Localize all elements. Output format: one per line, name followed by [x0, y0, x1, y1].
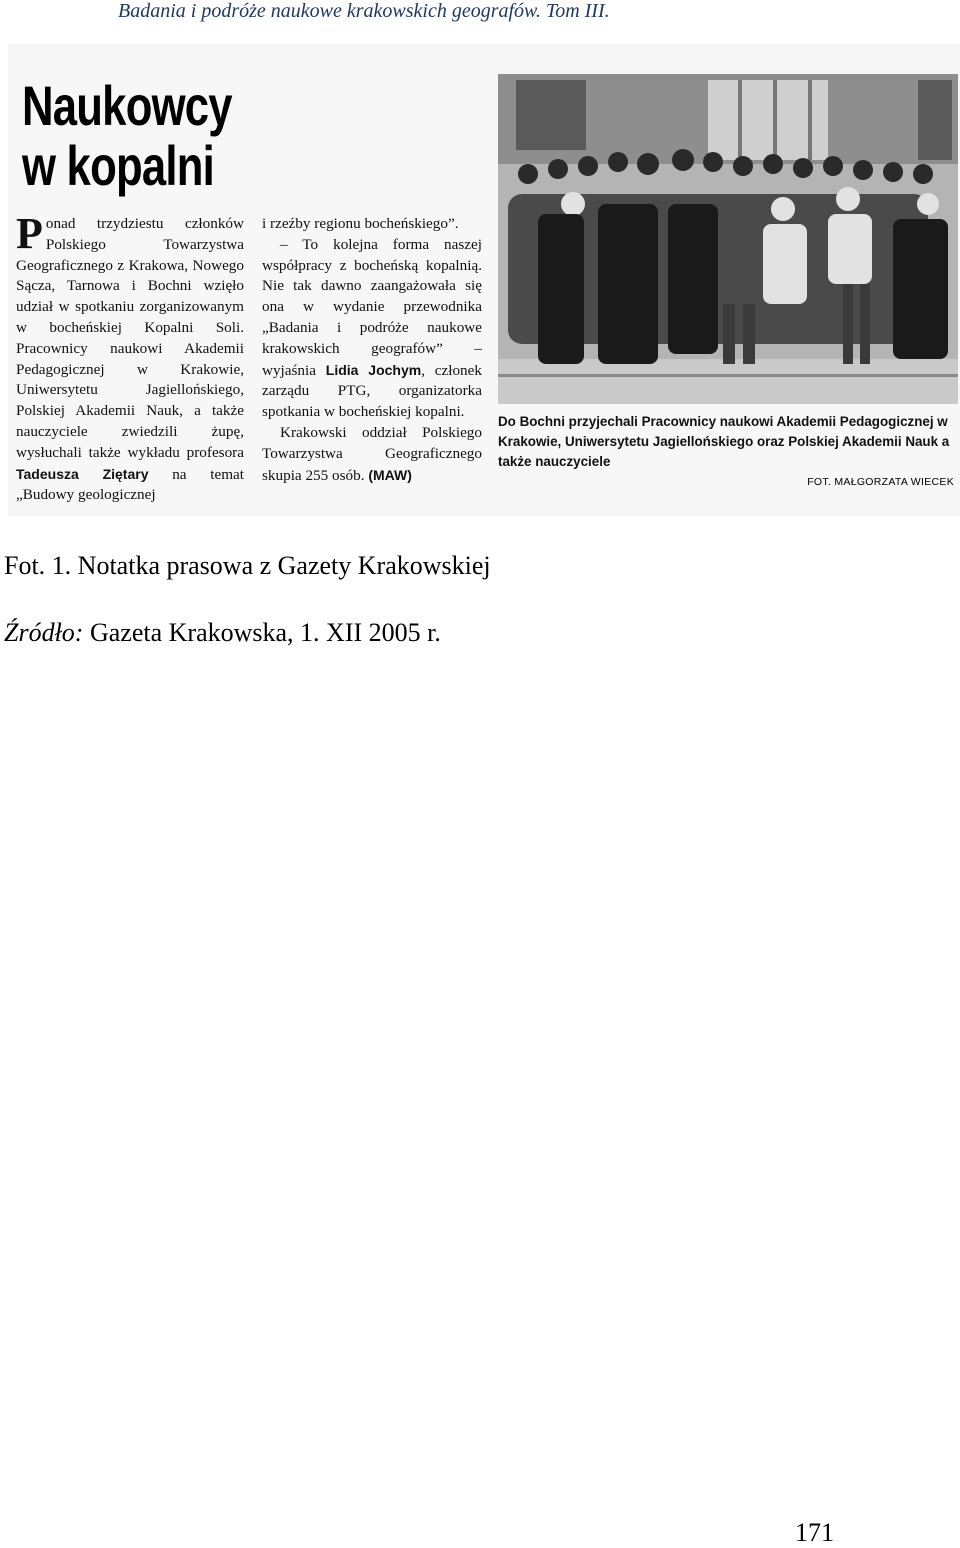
- figure-source: [4, 618, 441, 648]
- running-header: Badania i podróże naukowe krakowskich geografów. Tom III.: [118, 0, 610, 22]
- col2-text-2a: – To kolejna forma naszej współpracy z bocheńską kopalnią. Nie tak dawno zaangażowała się ona w wydanie przewodnika „Badania i podróże naukowe krakowskich geografów” – wyjaśnia: [262, 235, 482, 379]
- author-signature: (MAW): [368, 466, 412, 483]
- col2-text-3: Krakowski oddział Polskiego Towarzystwa Geograficznego skupia 255 osób.: [262, 423, 482, 484]
- newspaper-clipping: [8, 44, 960, 516]
- dropcap: P: [16, 209, 43, 258]
- col2-text-2b: , członek zarządu PTG, organizatorka spotkania w bocheńskiej kopalni.: [262, 361, 482, 421]
- photo-caption: Do Bochni przyjechali Pracownicy naukowi Akademii Pedagogicznej w Krakowie, Uniwersytetu Jagiellońskiego oraz Polskiej Akademii Nauk a także nauczyciele: [498, 414, 950, 469]
- col2-paragraph-3: [262, 423, 482, 486]
- page-number: 171: [795, 1518, 834, 1547]
- col2-paragraph-1: i rzeźby regionu bocheńskiego”.: [262, 215, 459, 232]
- col1-bold-name: Tadeusza Ziętary: [16, 465, 149, 482]
- col1-text-1: onad trzydziestu członków Polskiego Towarzystwa Geograficznego z Krakowa, Nowego Sącza, Tarnowa i Bochni wzięło udział w spotkaniu zorganizowanym w bocheńskiej Kopalni Soli. Pracownicy naukowi Akademii Pedagogicznej w Krakowie, Uniwersytetu Jagiellońskiego, Polskiej Akademii Nauk, a także nauczyciele zwiedzili żupę, wysłuchali także wykładu profesora: [16, 215, 244, 461]
- source-label: Źródło:: [4, 618, 84, 647]
- article-column-1: [16, 209, 244, 506]
- headline-line-2: w kopalni: [22, 134, 215, 197]
- col1-text-2: na temat „Budowy geologicznej: [16, 465, 244, 504]
- col2-paragraph-2: [262, 235, 482, 423]
- headline-line-1: Naukowcy: [22, 74, 232, 137]
- photo-credit: FOT. MAŁGORZATA WIECEK: [807, 476, 954, 488]
- group-photo: [498, 74, 958, 404]
- figure-title: Fot. 1. Notatka prasowa z Gazety Krakowskiej: [4, 551, 491, 580]
- col2-bold-name: Lidia Jochym: [325, 361, 422, 378]
- article-column-2: [262, 214, 482, 486]
- article-headline: [22, 76, 232, 196]
- source-text: Gazeta Krakowska, 1. XII 2005 r.: [83, 618, 441, 647]
